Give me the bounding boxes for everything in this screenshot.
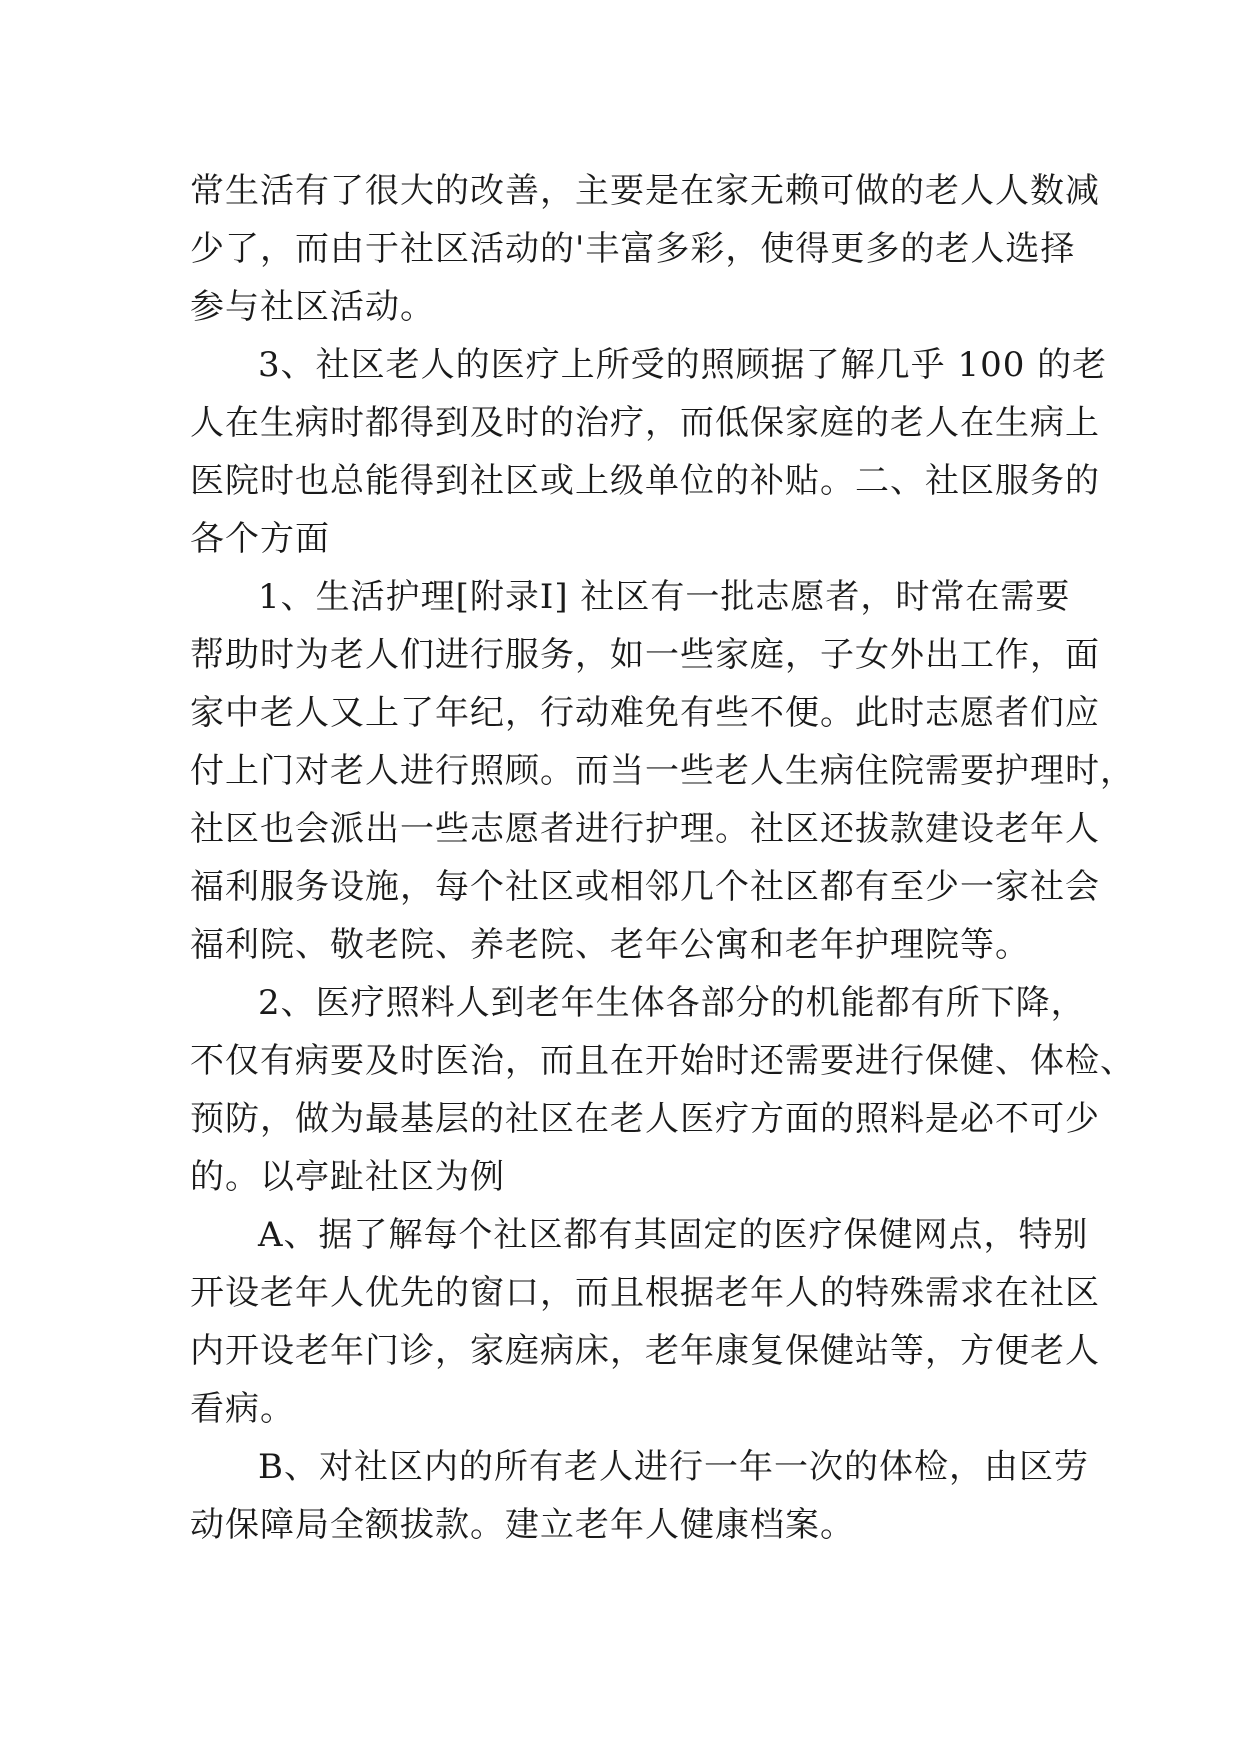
text-line: 帮助时为老人们进行服务，如一些家庭，子女外出工作，面	[190, 635, 1100, 675]
text-line: A、据了解每个社区都有其固定的医疗保健网点，特别	[258, 1215, 1089, 1255]
paragraph-6	[190, 1438, 1089, 1554]
text-line: 的。以亭趾社区为例	[190, 1157, 505, 1197]
paragraph-4	[190, 974, 1135, 1206]
text-line: 开设老年人优先的窗口，而且根据老年人的特殊需求在社区	[190, 1273, 1100, 1313]
text-line: 内开设老年门诊，家庭病床，老年康复保健站等，方便老人	[190, 1331, 1100, 1371]
text-line: 2、医疗照料人到老年生体各部分的机能都有所下降，	[258, 983, 1086, 1023]
text-line: 看病。	[190, 1389, 295, 1429]
text-line: 参与社区活动。	[190, 287, 435, 327]
text-line: 医院时也总能得到社区或上级单位的补贴。二、社区服务的	[190, 461, 1100, 501]
text-line: B、对社区内的所有老人进行一年一次的体检，由区劳	[258, 1447, 1089, 1487]
paragraph-2	[190, 336, 1108, 568]
paragraph-1	[190, 162, 1100, 336]
text-line: 动保障局全额拔款。建立老年人健康档案。	[190, 1505, 855, 1545]
document-body	[190, 162, 1135, 1554]
paragraph-3	[190, 568, 1135, 974]
text-line: 付上门对老人进行照顾。而当一些老人生病住院需要护理时，	[190, 751, 1135, 791]
text-line: 各个方面	[190, 519, 330, 559]
text-line: 预防，做为最基层的社区在老人医疗方面的照料是必不可少	[190, 1099, 1100, 1139]
text-line: 3、社区老人的医疗上所受的照顾据了解几乎 100 的老	[258, 345, 1108, 385]
text-line: 1、生活护理[附录Ⅰ] 社区有一批志愿者，时常在需要	[258, 577, 1071, 617]
paragraph-5	[190, 1206, 1100, 1438]
text-line: 不仅有病要及时医治，而且在开始时还需要进行保健、体检、	[190, 1041, 1135, 1081]
text-line: 福利服务设施，每个社区或相邻几个社区都有至少一家社会	[190, 867, 1100, 907]
text-line: 少了，而由于社区活动的'丰富多彩，使得更多的老人选择	[190, 229, 1076, 269]
text-line: 福利院、敬老院、养老院、老年公寓和老年护理院等。	[190, 925, 1030, 965]
text-line: 人在生病时都得到及时的治疗，而低保家庭的老人在生病上	[190, 403, 1100, 443]
text-line: 常生活有了很大的改善，主要是在家无赖可做的老人人数减	[190, 171, 1100, 211]
text-line: 社区也会派出一些志愿者进行护理。社区还拔款建设老年人	[190, 809, 1100, 849]
text-line: 家中老人又上了年纪，行动难免有些不便。此时志愿者们应	[190, 693, 1100, 733]
